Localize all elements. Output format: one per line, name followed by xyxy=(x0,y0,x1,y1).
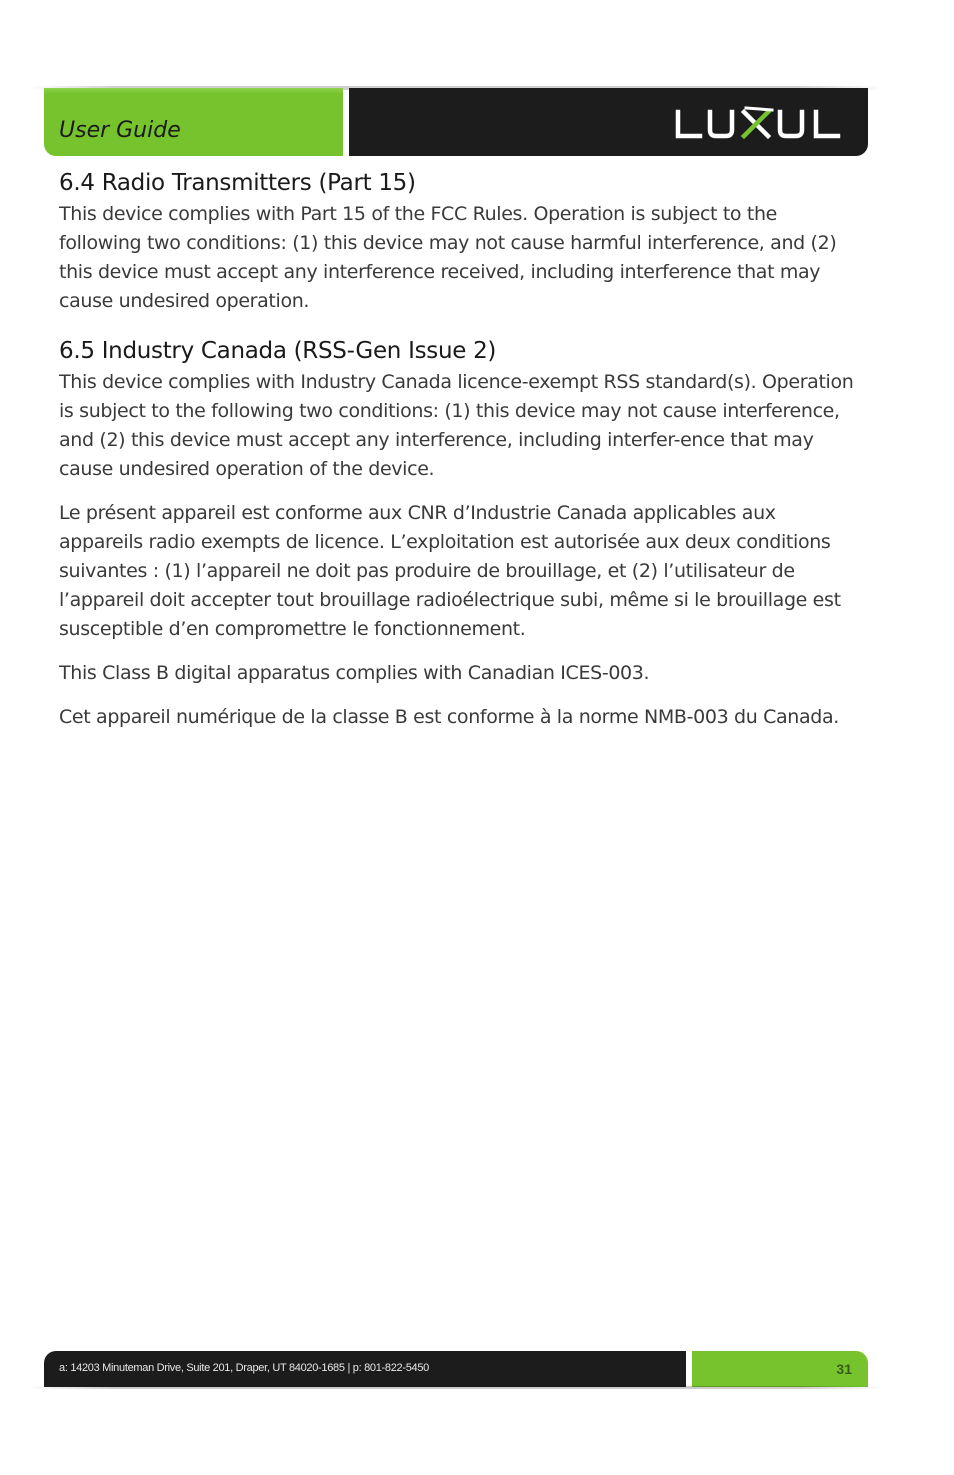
section-heading-radio-transmitters: 6.4 Radio Transmitters (Part 15) xyxy=(59,170,416,196)
header-green-tab xyxy=(44,88,343,156)
paragraph: This Class B digital apparatus complies with Canadian ICES-003. xyxy=(59,662,650,684)
page-number: 31 xyxy=(836,1361,852,1377)
footer-shadow xyxy=(28,1386,884,1389)
paragraph: Cet appareil numérique de la classe B est conforme à la norme NMB-003 du Canada. xyxy=(59,706,839,728)
paragraph: This device complies with Industry Canada licence-exempt RSS standard(s). Operation is subject to the following two conditions: (1) this device may not cause interference, and (2) this device must accept any interference, including interfer-ence that may cause undesired operation of the device. xyxy=(59,371,854,480)
luxul-logo xyxy=(672,104,852,144)
page-footer xyxy=(44,1351,868,1387)
footer-page-tab xyxy=(692,1351,868,1387)
section-heading-industry-canada: 6.5 Industry Canada (RSS-Gen Issue 2) xyxy=(59,338,497,364)
footer-address-bar xyxy=(44,1351,686,1387)
paragraph: Le présent appareil est conforme aux CNR d’Industrie Canada applicables aux appareils radio exempts de licence. L’exploitation est autorisée aux deux conditions suivantes : (1) l’appareil ne doit pas produire de brouillage, et (2) l’utilisateur de l’appareil doit accepter tout brouillage radioélectrique subi, même si le brouillage est susceptible d’en compromettre le fonctionnement. xyxy=(59,502,841,640)
footer-address: a: 14203 Minuteman Drive, Suite 201, Draper, UT 84020-1685 | p: 801-822-5450 xyxy=(59,1362,429,1374)
paragraph: This device complies with Part 15 of the FCC Rules. Operation is subject to the following two conditions: (1) this device may not cause harmful interference, and (2) this device must accept any interference received, including interference that may cause undesired operation. xyxy=(59,203,837,312)
page-content xyxy=(59,170,859,747)
user-guide-label: User Guide xyxy=(59,118,181,143)
header-logo-bar xyxy=(349,88,868,156)
page-header xyxy=(44,88,868,156)
